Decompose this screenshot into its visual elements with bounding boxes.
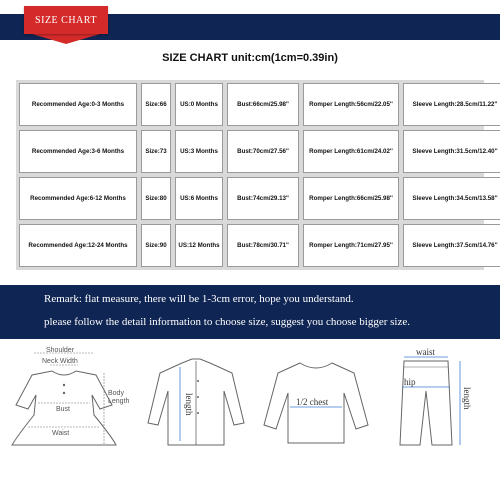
size-table <box>16 80 498 270</box>
table-cell-us-size: US:0 Months <box>175 83 223 126</box>
table-cell-romper-length: Romper Length:56cm/22.05'' <box>303 83 399 126</box>
remark-line-1: Remark: flat measure, there will be 1-3cm error, hope you understand. <box>44 293 354 305</box>
dress-measure-diagram <box>4 345 134 455</box>
shirt-measure-diagram <box>136 345 256 455</box>
half-chest-label: 1/2 chest <box>296 397 329 407</box>
table-cell-us-size: US:12 Months <box>175 224 223 267</box>
body-length-label-1: Body <box>108 390 124 397</box>
bust-label: Bust <box>56 406 71 413</box>
pants-length-label: length <box>462 387 472 410</box>
shoulder-label: Shoulder <box>46 347 75 354</box>
table-cell-age: Recommended Age:0-3 Months <box>19 83 137 126</box>
table-cell-size: Size:80 <box>141 177 171 220</box>
table-cell-size: Size:66 <box>141 83 171 126</box>
badge-ribbon-tail <box>32 34 100 44</box>
sweater-measure-diagram <box>256 345 376 455</box>
table-cell-us-size: US:3 Months <box>175 130 223 173</box>
neck-width-label: Neck Width <box>42 358 78 365</box>
pants-hip-label: hip <box>404 377 416 387</box>
body-length-label-2: Length <box>108 398 130 405</box>
table-cell-romper-length: Romper Length:71cm/27.95'' <box>303 224 399 267</box>
table-cell-bust: Bust:66cm/25.98'' <box>227 83 299 126</box>
table-cell-romper-length: Romper Length:66cm/25.98'' <box>303 177 399 220</box>
pants-waist-label: waist <box>416 347 435 357</box>
page-title: SIZE CHART unit:cm(1cm=0.39in) <box>162 52 338 64</box>
table-cell-sleeve-length: Sleeve Length:28.5cm/11.22'' <box>403 83 500 126</box>
waist-label: Waist <box>52 430 70 437</box>
table-cell-size: Size:90 <box>141 224 171 267</box>
table-cell-sleeve-length: Sleeve Length:37.5cm/14.76'' <box>403 224 500 267</box>
table-cell-age: Recommended Age:6-12 Months <box>19 177 137 220</box>
pants-measure-diagram <box>380 345 496 455</box>
shirt-length-label: length <box>184 393 194 416</box>
table-cell-sleeve-length: Sleeve Length:34.5cm/13.58'' <box>403 177 500 220</box>
table-cell-bust: Bust:70cm/27.56'' <box>227 130 299 173</box>
table-cell-bust: Bust:74cm/29.13'' <box>227 177 299 220</box>
table-cell-sleeve-length: Sleeve Length:31.5cm/12.40'' <box>403 130 500 173</box>
remark-line-2: please follow the detail information to choose size, suggest you choose bigger size. <box>44 316 410 328</box>
table-cell-size: Size:73 <box>141 130 171 173</box>
table-cell-bust: Bust:78cm/30.71'' <box>227 224 299 267</box>
table-cell-age: Recommended Age:3-6 Months <box>19 130 137 173</box>
remark-band <box>0 285 500 339</box>
table-cell-age: Recommended Age:12-24 Months <box>19 224 137 267</box>
size-chart-badge: SIZE CHART <box>24 6 108 34</box>
table-cell-us-size: US:6 Months <box>175 177 223 220</box>
table-cell-romper-length: Romper Length:61cm/24.02'' <box>303 130 399 173</box>
